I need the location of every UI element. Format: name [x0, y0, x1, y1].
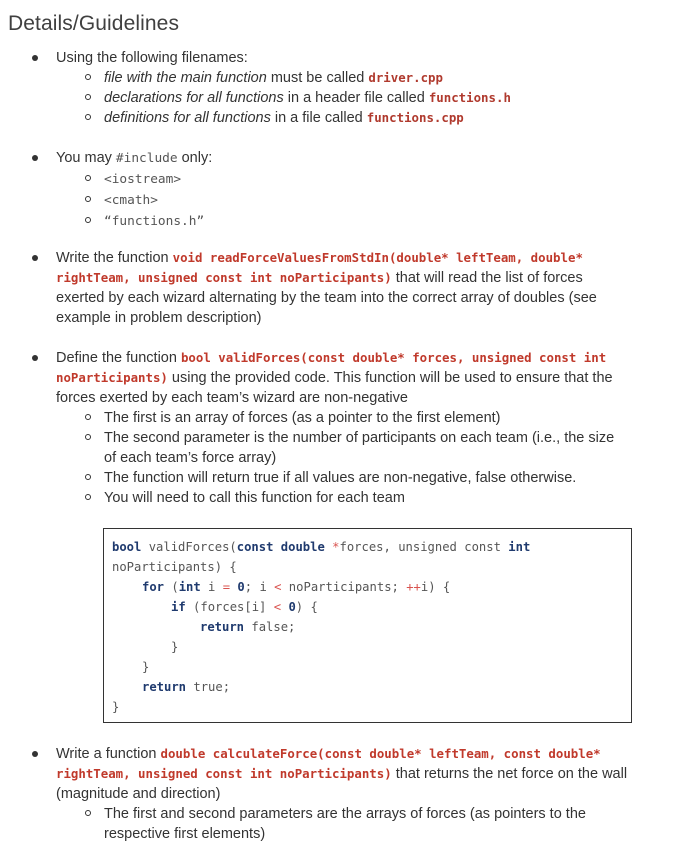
read-force-pre: Write the function: [56, 250, 173, 266]
calc-force-line-3: (magnitude and direction): [56, 786, 221, 802]
function-signature-code: bool validForces(const double* forces, unsigned const int: [180, 350, 607, 365]
calc-force-pre: Write a function: [56, 746, 161, 762]
includes-pre: You may: [56, 150, 116, 166]
code-text: }: [112, 700, 120, 714]
bullet-dot: [32, 155, 38, 161]
bullet-dot: [32, 55, 38, 61]
sub-item-text: The function will return true if all values are non-negative, false otherwise.: [104, 470, 577, 486]
valid-forces-text: using the provided code. This function will be used to ensure that the: [167, 370, 613, 386]
sub-item-driver: [56, 68, 643, 88]
include-item-text: <cmath>: [104, 193, 158, 208]
code-number: 0: [288, 600, 296, 614]
sub-bullet-circle: [85, 414, 91, 420]
code-text: ; i: [244, 580, 275, 594]
code-operator: <: [274, 580, 282, 594]
sub-item-italic: definitions for all functions: [104, 110, 271, 126]
sub-item-definitions: [56, 108, 643, 128]
code-text: (forces[i]: [185, 600, 274, 614]
sub-bullet-circle: [85, 494, 91, 500]
valid-forces-line-2: [56, 368, 643, 388]
code-line: [112, 677, 623, 697]
filename-code: functions.h: [428, 90, 511, 105]
include-code: #include: [115, 151, 178, 166]
calc-force-line-1: [56, 744, 643, 764]
code-line: [112, 637, 623, 657]
function-signature-code: noParticipants): [56, 370, 168, 385]
code-text: ) {: [295, 600, 318, 614]
sub-item-text: respective first elements): [104, 826, 266, 842]
code-line: [112, 597, 623, 617]
valid-forces-sub-4: [56, 488, 643, 508]
code-text: false;: [244, 620, 296, 634]
read-force-line-4: example in problem description): [56, 310, 262, 326]
code-operator: =: [222, 580, 231, 594]
filenames-intro: Using the following filenames:: [56, 50, 248, 66]
code-line: [112, 557, 623, 577]
sub-bullet-circle: [85, 74, 91, 80]
sub-item-text: The second parameter is the number of participants on each team (i.e., the size: [104, 430, 615, 446]
code-text: }: [142, 660, 150, 674]
sub-item-text: The first and second parameters are the arrays of forces (as pointers to the: [104, 806, 586, 822]
code-line: [112, 657, 623, 677]
code-line: [112, 697, 623, 717]
code-text: validForces(: [141, 540, 237, 554]
sub-bullet-circle: [85, 114, 91, 120]
sub-bullet-circle: [85, 474, 91, 480]
function-signature-code: double calculateForce(const double* leftTeam, const double*: [160, 746, 601, 761]
code-text: forces, unsigned const: [339, 540, 509, 554]
code-line: [112, 617, 623, 637]
include-item: [56, 169, 643, 190]
code-line: [112, 577, 623, 597]
read-force-line-3: exerted by each wizard alternating by the team into the correct array of doubles (see: [56, 290, 597, 306]
code-operator: ++: [406, 580, 421, 594]
valid-forces-pre: Define the function: [56, 350, 181, 366]
code-text: noParticipants) {: [112, 560, 237, 574]
sub-item-italic: declarations for all functions: [104, 90, 284, 106]
code-line: [112, 537, 623, 557]
sub-item-text: The first is an array of forces (as a pointer to the first element): [104, 410, 501, 426]
code-text: }: [171, 640, 179, 654]
include-item-text: <iostream>: [104, 172, 182, 187]
bullet-includes: [56, 148, 643, 232]
include-item-text: “functions.h”: [104, 214, 205, 229]
valid-forces-line-3: forces exerted by each team’s wizard are non-negative: [56, 390, 408, 406]
include-item: [56, 211, 643, 232]
function-signature-code: void readForceValuesFromStdIn(double* leftTeam, double*: [172, 250, 583, 265]
sub-bullet-circle: [85, 810, 91, 816]
code-keyword: bool: [112, 540, 142, 554]
bullet-valid-forces: [56, 348, 643, 508]
filename-code: driver.cpp: [368, 70, 443, 85]
page-title: Details/Guidelines: [8, 12, 180, 35]
calc-force-sub-1: [56, 804, 643, 844]
valid-forces-sub-1: [56, 408, 643, 428]
bullet-dot: [32, 751, 38, 757]
sub-bullet-circle: [85, 217, 91, 223]
code-block: [103, 528, 632, 723]
sub-item-italic: file with the main function: [104, 70, 267, 86]
includes-intro: [56, 148, 643, 169]
function-signature-code: rightTeam, unsigned const int noParticipants): [56, 766, 392, 781]
bullet-read-force: [56, 248, 643, 328]
include-item: [56, 190, 643, 211]
code-keyword: return: [200, 620, 245, 634]
valid-forces-sub-3: [56, 468, 643, 488]
code-text: true;: [186, 680, 231, 694]
sub-item-header: [56, 88, 643, 108]
sub-item-text: You will need to call this function for each team: [104, 490, 405, 506]
code-text: (: [164, 580, 179, 594]
sub-bullet-circle: [85, 94, 91, 100]
calc-force-text: that returns the net force on the wall: [391, 766, 628, 782]
sub-bullet-circle: [85, 175, 91, 181]
code-keyword: int: [178, 580, 201, 594]
code-keyword: if: [171, 600, 186, 614]
bullet-filenames: [56, 48, 643, 128]
read-force-text: that will read the list of forces: [391, 270, 583, 286]
bullet-calculate-force: [56, 744, 643, 844]
function-signature-code: rightTeam, unsigned const int noParticipants): [56, 270, 392, 285]
code-operator: <: [273, 600, 282, 614]
sub-item-text: in a file called: [270, 110, 367, 126]
code-keyword: return: [142, 680, 187, 694]
sub-item-text: must be called: [266, 70, 369, 86]
valid-forces-sub-2: [56, 428, 643, 468]
bullet-dot: [32, 255, 38, 261]
code-keyword: const double: [236, 540, 325, 554]
valid-forces-line-1: [56, 348, 643, 368]
includes-post: only:: [177, 150, 213, 166]
sub-bullet-circle: [85, 196, 91, 202]
calc-force-line-2: [56, 764, 643, 784]
read-force-line-1: [56, 248, 643, 268]
code-text: noParticipants;: [281, 580, 407, 594]
filename-code: functions.cpp: [366, 110, 464, 125]
code-operator: *: [324, 540, 340, 554]
code-text: i) {: [420, 580, 451, 594]
code-number: 0: [237, 580, 245, 594]
read-force-line-2: [56, 268, 643, 288]
sub-item-text: of each team’s force array): [104, 450, 277, 466]
code-keyword: int: [508, 540, 531, 554]
code-text: i: [200, 580, 223, 594]
code-keyword: for: [142, 580, 165, 594]
bullet-dot: [32, 355, 38, 361]
sub-item-text: in a header file called: [283, 90, 429, 106]
sub-bullet-circle: [85, 434, 91, 440]
